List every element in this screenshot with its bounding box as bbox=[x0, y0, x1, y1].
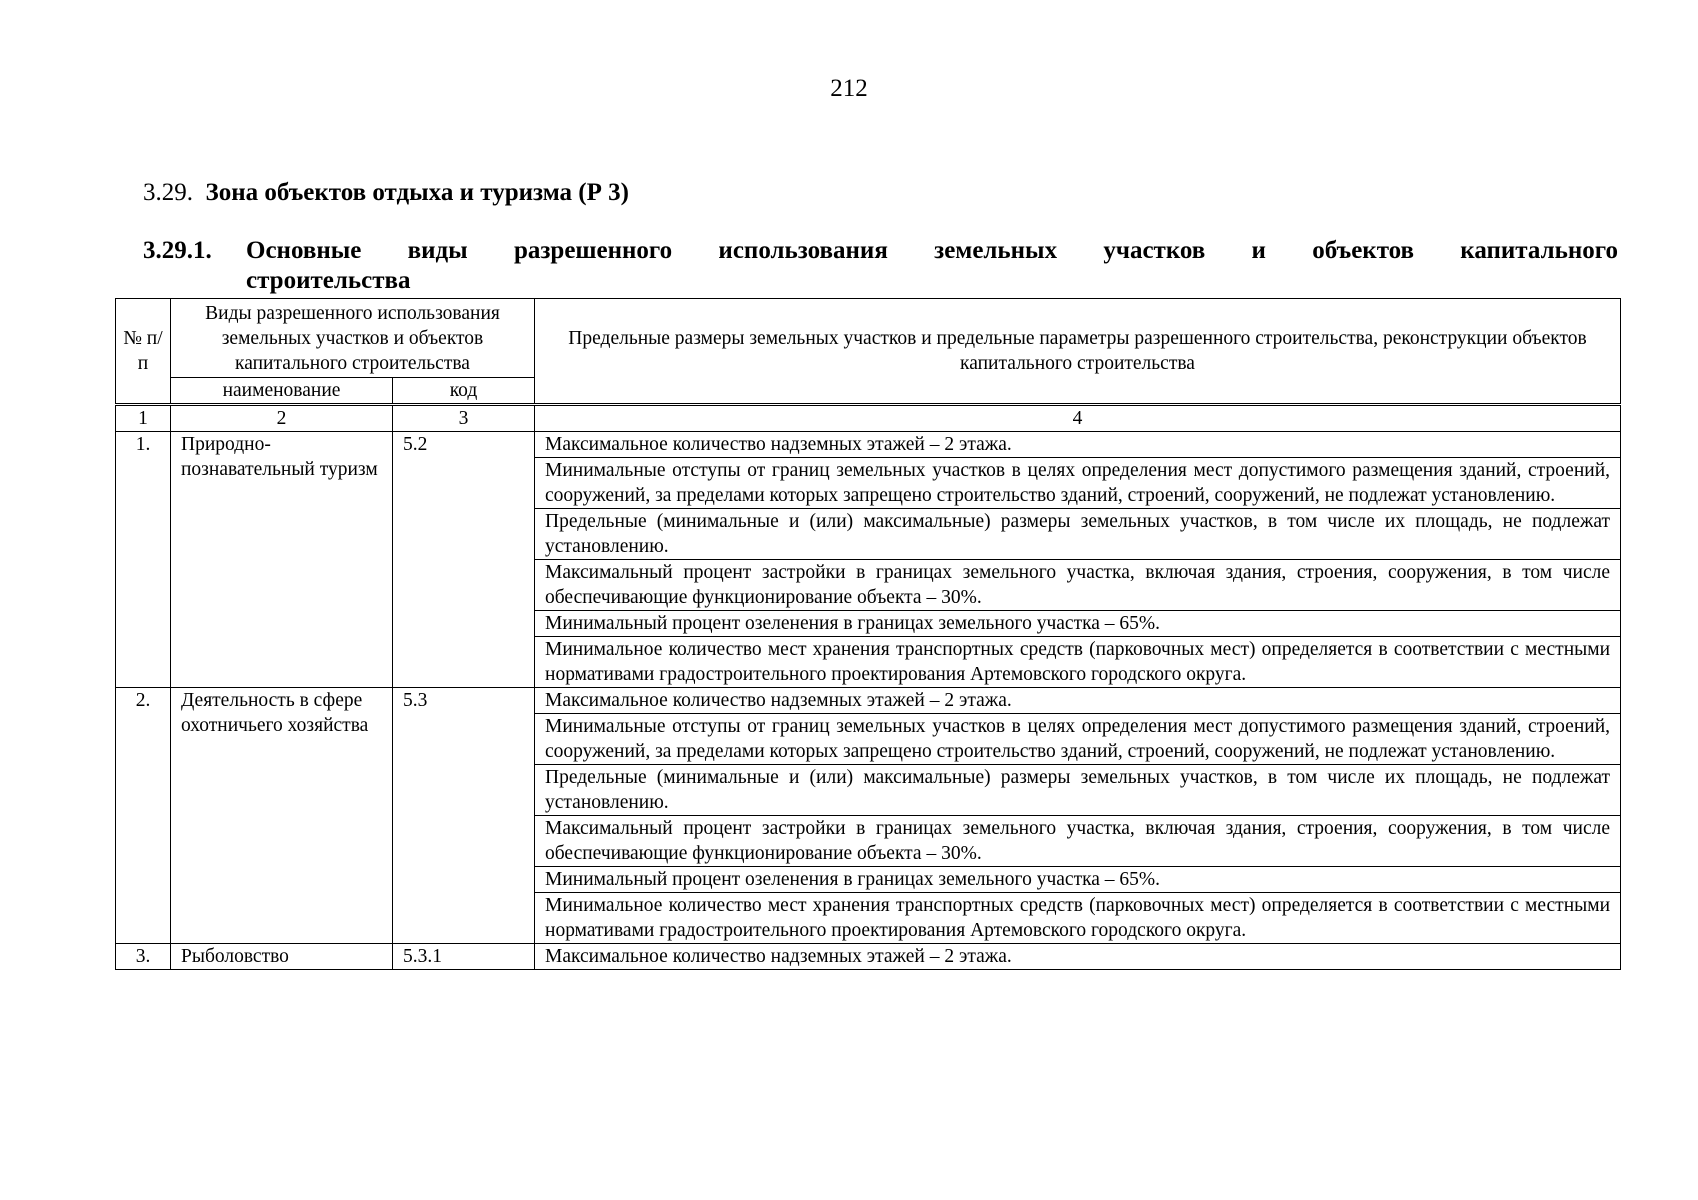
use-name: Деятельность в сфере охотничьего хозяйства bbox=[171, 688, 393, 944]
column-number: 3 bbox=[393, 405, 535, 432]
row-number: 3. bbox=[116, 944, 171, 970]
use-name: Рыболовство bbox=[171, 944, 393, 970]
page-number: 212 bbox=[830, 75, 868, 102]
parameter-cell: Максимальный процент застройки в границах земельного участка, включая здания, строения, сооружения, в том числе обеспечивающие функционирование объекта – 30%. bbox=[535, 816, 1621, 867]
section-title-line2: строительства bbox=[246, 267, 411, 294]
parameter-cell: Минимальные отступы от границ земельных участков в целях определения мест допустимого размещения зданий, строений, сооружений, за пределами которых запрещено строительство зданий, строений, сооружений, не подлежат установлению. bbox=[535, 458, 1621, 509]
header-code: код bbox=[393, 378, 535, 405]
use-code: 5.2 bbox=[393, 432, 535, 688]
parameter-cell: Предельные (минимальные и (или) максимальные) размеры земельных участков, в том числе их площадь, не подлежат установлению. bbox=[535, 765, 1621, 816]
header-name: наименование bbox=[171, 378, 393, 405]
table-row bbox=[116, 688, 1621, 714]
parameter-cell: Максимальное количество надземных этажей – 2 этажа. bbox=[535, 944, 1621, 970]
table-row bbox=[116, 432, 1621, 458]
zone-name: Зона объектов отдыха и туризма (Р 3) bbox=[205, 179, 629, 206]
parameter-cell: Максимальное количество надземных этажей – 2 этажа. bbox=[535, 688, 1621, 714]
parameter-cell: Предельные (минимальные и (или) максимальные) размеры земельных участков, в том числе их площадь, не подлежат установлению. bbox=[535, 509, 1621, 560]
permitted-use-table bbox=[115, 298, 1621, 970]
parameter-cell: Минимальное количество мест хранения транспортных средств (парковочных мест) определяется в соответствии с местными нормативами градостроительного проектирования Артемовского городского округа. bbox=[535, 637, 1621, 688]
parameter-cell: Минимальное количество мест хранения транспортных средств (парковочных мест) определяется в соответствии с местными нормативами градостроительного проектирования Артемовского городского округа. bbox=[535, 893, 1621, 944]
zone-title bbox=[143, 178, 629, 208]
column-number: 2 bbox=[171, 405, 393, 432]
header-params: Предельные размеры земельных участков и предельные параметры разрешенного строительства, реконструкции объектов капитального строительства bbox=[535, 299, 1621, 405]
row-number: 1. bbox=[116, 432, 171, 688]
zone-number: 3.29. bbox=[143, 179, 193, 206]
header-no: № п/п bbox=[116, 299, 171, 405]
parameter-cell: Минимальный процент озеленения в границах земельного участка – 65%. bbox=[535, 867, 1621, 893]
use-code: 5.3 bbox=[393, 688, 535, 944]
use-code: 5.3.1 bbox=[393, 944, 535, 970]
parameter-cell: Максимальное количество надземных этажей – 2 этажа. bbox=[535, 432, 1621, 458]
column-number: 4 bbox=[535, 405, 1621, 432]
use-name: Природно-познавательный туризм bbox=[171, 432, 393, 688]
section-number: 3.29.1. bbox=[143, 237, 212, 264]
section-title-line1: Основные виды разрешенного использования земельных участков и объектов капитального bbox=[246, 237, 1618, 264]
row-number: 2. bbox=[116, 688, 171, 944]
parameter-cell: Минимальные отступы от границ земельных участков в целях определения мест допустимого размещения зданий, строений, сооружений, за пределами которых запрещено строительство зданий, строений, сооружений, не подлежат установлению. bbox=[535, 714, 1621, 765]
parameter-cell: Минимальный процент озеленения в границах земельного участка – 65%. bbox=[535, 611, 1621, 637]
header-kinds: Виды разрешенного использования земельных участков и объектов капитального строительства bbox=[171, 299, 535, 378]
parameter-cell: Максимальный процент застройки в границах земельного участка, включая здания, строения, сооружения, в том числе обеспечивающие функционирование объекта – 30%. bbox=[535, 560, 1621, 611]
column-number: 1 bbox=[116, 405, 171, 432]
column-numbers-row bbox=[116, 405, 1621, 432]
table-row bbox=[116, 944, 1621, 970]
